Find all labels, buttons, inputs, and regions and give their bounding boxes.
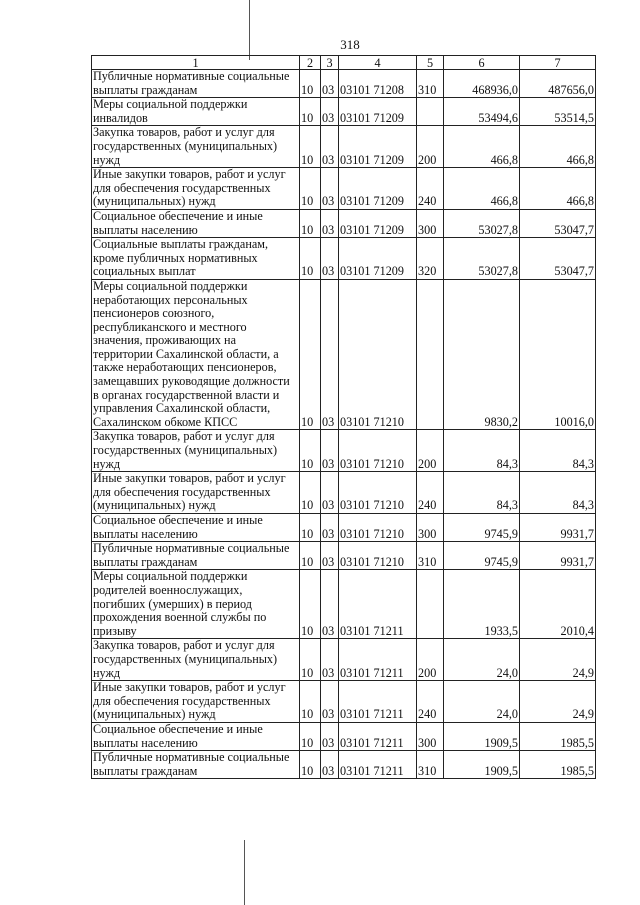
- cell-section: 10: [300, 70, 321, 98]
- cell-subsection: 03: [321, 722, 339, 750]
- cell-section: 10: [300, 542, 321, 570]
- cell-target-article: 03101 71211: [339, 681, 417, 723]
- cell-name: Социальные выплаты гражданам, кроме публичных нормативных социальных выплат: [92, 238, 300, 280]
- cell-expense-type: 240: [417, 681, 444, 723]
- cell-target-article: 03101 71211: [339, 751, 417, 779]
- cell-amount-year-2: 53047,7: [520, 238, 596, 280]
- table-row: [92, 472, 596, 514]
- cell-expense-type: [417, 98, 444, 126]
- cell-expense-type: 240: [417, 472, 444, 514]
- cell-subsection: 03: [321, 472, 339, 514]
- column-header: 7: [520, 56, 596, 70]
- cell-subsection: 03: [321, 570, 339, 639]
- cell-expense-type: 300: [417, 209, 444, 237]
- cell-target-article: 03101 71210: [339, 514, 417, 542]
- cell-expense-type: [417, 570, 444, 639]
- cell-target-article: 03101 71209: [339, 98, 417, 126]
- table-row: [92, 98, 596, 126]
- cell-amount-year-1: 1909,5: [444, 722, 520, 750]
- cell-expense-type: 310: [417, 542, 444, 570]
- column-header: 5: [417, 56, 444, 70]
- cell-expense-type: 310: [417, 751, 444, 779]
- column-header: 4: [339, 56, 417, 70]
- cell-amount-year-2: 1985,5: [520, 751, 596, 779]
- cell-amount-year-2: 466,8: [520, 126, 596, 168]
- table-row: [92, 126, 596, 168]
- cell-target-article: 03101 71210: [339, 542, 417, 570]
- cell-expense-type: [417, 279, 444, 430]
- cell-target-article: 03101 71209: [339, 209, 417, 237]
- cell-amount-year-2: 84,3: [520, 472, 596, 514]
- cell-name: Меры социальной поддержки родителей военнослужащих, погибших (умерших) в период прохождения военной службы по призыву: [92, 570, 300, 639]
- cell-name: Закупка товаров, работ и услуг для государственных (муниципальных) нужд: [92, 126, 300, 168]
- cell-amount-year-1: 468936,0: [444, 70, 520, 98]
- table-row: [92, 209, 596, 237]
- cell-amount-year-1: 9745,9: [444, 514, 520, 542]
- cell-section: 10: [300, 430, 321, 472]
- cell-amount-year-2: 24,9: [520, 681, 596, 723]
- cell-section: 10: [300, 570, 321, 639]
- cell-target-article: 03101 71211: [339, 722, 417, 750]
- cell-target-article: 03101 71211: [339, 639, 417, 681]
- cell-amount-year-2: 2010,4: [520, 570, 596, 639]
- cell-amount-year-2: 53047,7: [520, 209, 596, 237]
- cell-subsection: 03: [321, 639, 339, 681]
- cell-name: Иные закупки товаров, работ и услуг для обеспечения государственных (муниципальных) нужд: [92, 472, 300, 514]
- cell-name: Иные закупки товаров, работ и услуг для обеспечения государственных (муниципальных) нужд: [92, 168, 300, 210]
- table-row: [92, 722, 596, 750]
- table-row: [92, 70, 596, 98]
- cell-amount-year-1: 9745,9: [444, 542, 520, 570]
- table-header-row: [92, 56, 596, 70]
- cell-section: 10: [300, 279, 321, 430]
- cell-subsection: 03: [321, 751, 339, 779]
- cell-name: Меры социальной поддержки неработающих персональных пенсионеров союзного, республиканского и местного значения, проживающих на территории Сахалинской области, а также неработающих пенсионеров, замещавших руководящие должности в органах государственной власти и управления Сахалинской области, Сахалинском обкоме КПСС: [92, 279, 300, 430]
- cell-section: 10: [300, 238, 321, 280]
- cell-section: 10: [300, 126, 321, 168]
- cell-section: 10: [300, 98, 321, 126]
- scan-fold-line: [244, 840, 245, 905]
- cell-amount-year-1: 1933,5: [444, 570, 520, 639]
- cell-expense-type: 200: [417, 126, 444, 168]
- page-number: 318: [340, 37, 360, 52]
- scan-fold-line: [249, 0, 250, 60]
- cell-expense-type: 320: [417, 238, 444, 280]
- cell-section: 10: [300, 168, 321, 210]
- cell-amount-year-1: 53027,8: [444, 209, 520, 237]
- cell-name: Публичные нормативные социальные выплаты гражданам: [92, 751, 300, 779]
- cell-amount-year-1: 9830,2: [444, 279, 520, 430]
- cell-amount-year-2: 53514,5: [520, 98, 596, 126]
- cell-subsection: 03: [321, 70, 339, 98]
- cell-subsection: 03: [321, 209, 339, 237]
- column-header: 3: [321, 56, 339, 70]
- cell-name: Социальное обеспечение и иные выплаты населению: [92, 722, 300, 750]
- table-row: [92, 238, 596, 280]
- cell-target-article: 03101 71210: [339, 472, 417, 514]
- cell-expense-type: 200: [417, 430, 444, 472]
- cell-target-article: 03101 71211: [339, 570, 417, 639]
- cell-amount-year-1: 466,8: [444, 168, 520, 210]
- cell-amount-year-1: 53494,6: [444, 98, 520, 126]
- cell-amount-year-2: 84,3: [520, 430, 596, 472]
- budget-table: [91, 55, 596, 779]
- table-row: [92, 570, 596, 639]
- cell-amount-year-2: 487656,0: [520, 70, 596, 98]
- table-row: [92, 751, 596, 779]
- cell-subsection: 03: [321, 238, 339, 280]
- column-header: 6: [444, 56, 520, 70]
- cell-target-article: 03101 71210: [339, 279, 417, 430]
- table-row: [92, 279, 596, 430]
- cell-name: Публичные нормативные социальные выплаты гражданам: [92, 70, 300, 98]
- column-header: 2: [300, 56, 321, 70]
- cell-target-article: 03101 71210: [339, 430, 417, 472]
- cell-subsection: 03: [321, 681, 339, 723]
- cell-amount-year-1: 24,0: [444, 681, 520, 723]
- cell-amount-year-2: 466,8: [520, 168, 596, 210]
- cell-section: 10: [300, 639, 321, 681]
- cell-amount-year-1: 84,3: [444, 472, 520, 514]
- cell-amount-year-1: 1909,5: [444, 751, 520, 779]
- cell-subsection: 03: [321, 430, 339, 472]
- cell-expense-type: 300: [417, 514, 444, 542]
- cell-target-article: 03101 71209: [339, 126, 417, 168]
- cell-name: Закупка товаров, работ и услуг для государственных (муниципальных) нужд: [92, 430, 300, 472]
- table-row: [92, 639, 596, 681]
- cell-amount-year-1: 84,3: [444, 430, 520, 472]
- cell-name: Публичные нормативные социальные выплаты гражданам: [92, 542, 300, 570]
- cell-subsection: 03: [321, 542, 339, 570]
- cell-section: 10: [300, 722, 321, 750]
- cell-amount-year-2: 10016,0: [520, 279, 596, 430]
- cell-amount-year-2: 1985,5: [520, 722, 596, 750]
- cell-amount-year-2: 9931,7: [520, 542, 596, 570]
- cell-section: 10: [300, 514, 321, 542]
- cell-amount-year-1: 53027,8: [444, 238, 520, 280]
- cell-expense-type: 200: [417, 639, 444, 681]
- cell-name: Социальное обеспечение и иные выплаты населению: [92, 514, 300, 542]
- cell-amount-year-1: 24,0: [444, 639, 520, 681]
- cell-subsection: 03: [321, 279, 339, 430]
- cell-expense-type: 240: [417, 168, 444, 210]
- table-row: [92, 514, 596, 542]
- column-header: 1: [92, 56, 300, 70]
- cell-name: Закупка товаров, работ и услуг для государственных (муниципальных) нужд: [92, 639, 300, 681]
- cell-section: 10: [300, 209, 321, 237]
- cell-target-article: 03101 71209: [339, 168, 417, 210]
- table-row: [92, 681, 596, 723]
- cell-subsection: 03: [321, 168, 339, 210]
- table-row: [92, 168, 596, 210]
- table-row: [92, 430, 596, 472]
- cell-target-article: 03101 71208: [339, 70, 417, 98]
- cell-amount-year-1: 466,8: [444, 126, 520, 168]
- cell-section: 10: [300, 751, 321, 779]
- table-row: [92, 542, 596, 570]
- cell-section: 10: [300, 472, 321, 514]
- cell-subsection: 03: [321, 126, 339, 168]
- cell-amount-year-2: 9931,7: [520, 514, 596, 542]
- cell-name: Иные закупки товаров, работ и услуг для обеспечения государственных (муниципальных) нужд: [92, 681, 300, 723]
- cell-name: Меры социальной поддержки инвалидов: [92, 98, 300, 126]
- cell-expense-type: 310: [417, 70, 444, 98]
- cell-subsection: 03: [321, 98, 339, 126]
- cell-amount-year-2: 24,9: [520, 639, 596, 681]
- cell-subsection: 03: [321, 514, 339, 542]
- cell-name: Социальное обеспечение и иные выплаты населению: [92, 209, 300, 237]
- cell-expense-type: 300: [417, 722, 444, 750]
- cell-section: 10: [300, 681, 321, 723]
- cell-target-article: 03101 71209: [339, 238, 417, 280]
